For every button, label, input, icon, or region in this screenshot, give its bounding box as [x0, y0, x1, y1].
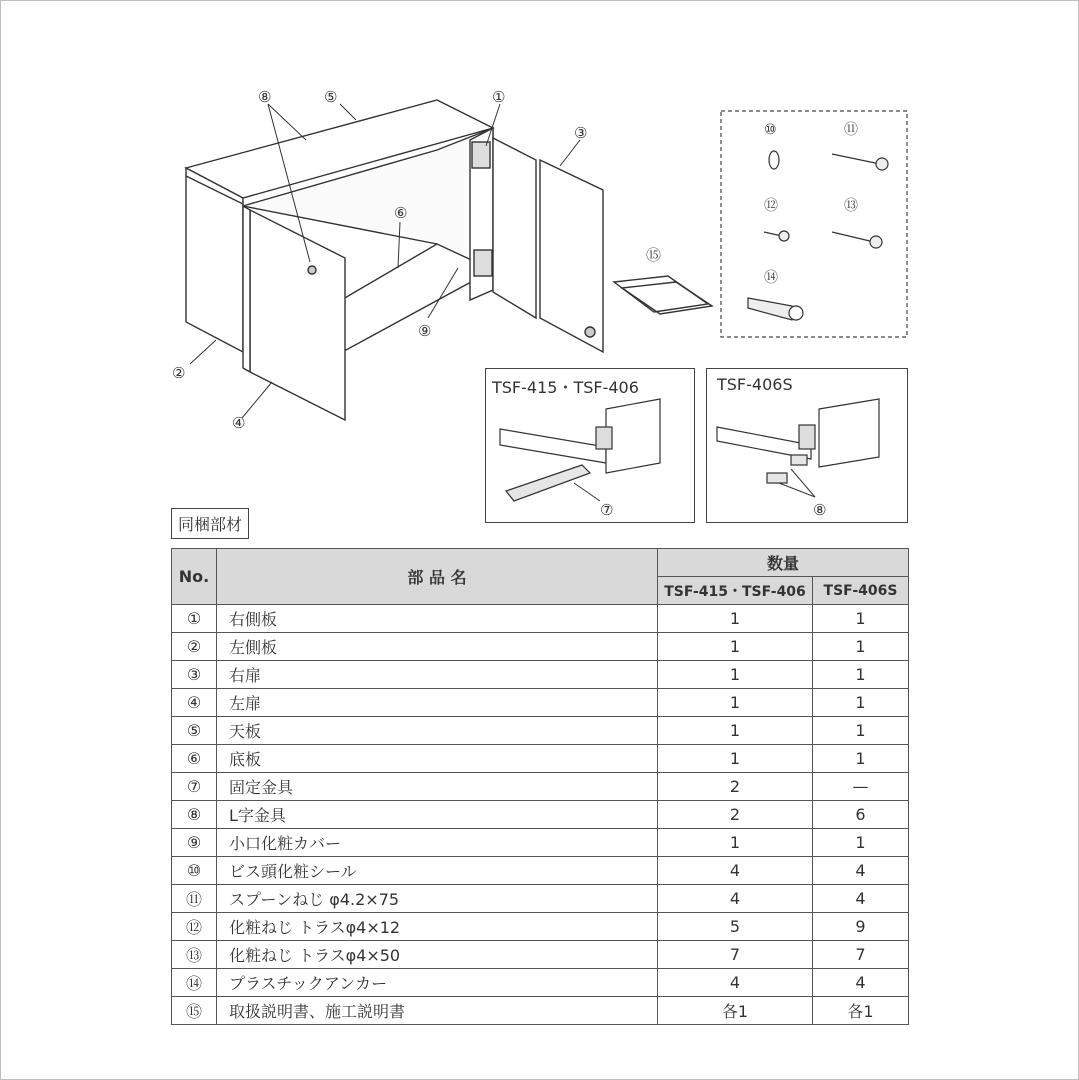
row-no: ⑧ — [172, 801, 217, 829]
row-qty-a: 5 — [658, 913, 813, 941]
row-no: ③ — [172, 661, 217, 689]
row-name: 左扉 — [217, 689, 658, 717]
row-name: 右扉 — [217, 661, 658, 689]
right-door — [493, 138, 536, 318]
table-row — [172, 661, 909, 689]
inset-left-title: TSF-415・TSF-406 — [492, 378, 639, 397]
header-name: 部 品 名 — [217, 549, 658, 605]
fixing-bracket — [506, 465, 590, 501]
row-qty-a: 1 — [658, 829, 813, 857]
row-name: プラスチックアンカー — [217, 969, 658, 997]
row-qty-b: 1 — [813, 633, 909, 661]
left-side-panel — [186, 176, 243, 352]
section-title: 同梱部材 — [171, 508, 249, 539]
row-name: スプーンねじ φ4.2×75 — [217, 885, 658, 913]
row-no: ⑬ — [172, 941, 217, 969]
row-no: ⑦ — [172, 773, 217, 801]
row-qty-a: 1 — [658, 633, 813, 661]
callout-8: ⑧ — [258, 88, 272, 106]
table-row — [172, 773, 909, 801]
row-no: ⑭ — [172, 969, 217, 997]
callout-12: ⑫ — [764, 198, 778, 214]
row-qty-b: 1 — [813, 661, 909, 689]
table-row — [172, 969, 909, 997]
row-qty-a: 1 — [658, 717, 813, 745]
row-qty-b: 1 — [813, 829, 909, 857]
row-name: 化粧ねじ トラスφ4×50 — [217, 941, 658, 969]
table-row — [172, 745, 909, 773]
row-no: ⑪ — [172, 885, 217, 913]
callout-15: ⑮ — [646, 246, 662, 264]
row-qty-a: 7 — [658, 941, 813, 969]
row-qty-b: 各1 — [813, 997, 909, 1025]
table-row — [172, 717, 909, 745]
row-name: L字金具 — [217, 801, 658, 829]
row-no: ⑨ — [172, 829, 217, 857]
row-name: 取扱説明書、施工説明書 — [217, 997, 658, 1025]
callout-11: ⑪ — [844, 122, 858, 138]
row-qty-a: 1 — [658, 661, 813, 689]
row-name: 化粧ねじ トラスφ4×12 — [217, 913, 658, 941]
row-no: ⑮ — [172, 997, 217, 1025]
callout-14: ⑭ — [764, 270, 778, 286]
row-name: 左側板 — [217, 633, 658, 661]
parts-table — [171, 548, 909, 1025]
inset-right — [706, 368, 908, 523]
row-name: 小口化粧カバー — [217, 829, 658, 857]
callout-3: ③ — [574, 124, 588, 142]
row-qty-b: 1 — [813, 717, 909, 745]
row-qty-b: 4 — [813, 857, 909, 885]
table-row — [172, 913, 909, 941]
table-row — [172, 605, 909, 633]
header-no: No. — [172, 549, 217, 605]
callout-5: ⑤ — [324, 88, 338, 106]
row-no: ② — [172, 633, 217, 661]
row-qty-a: 2 — [658, 801, 813, 829]
row-qty-b: 9 — [813, 913, 909, 941]
cap-seal — [769, 151, 779, 169]
row-name: 右側板 — [217, 605, 658, 633]
l-bracket-2 — [791, 455, 807, 465]
callout-7: ⑦ — [600, 501, 614, 519]
row-qty-a: 1 — [658, 745, 813, 773]
row-qty-a: 4 — [658, 885, 813, 913]
row-qty-b: 4 — [813, 885, 909, 913]
row-no: ⑤ — [172, 717, 217, 745]
table-row — [172, 633, 909, 661]
row-qty-a: 1 — [658, 605, 813, 633]
callout-2: ② — [172, 364, 186, 382]
header-qty: 数量 — [658, 549, 909, 577]
callout-9: ⑨ — [418, 322, 432, 340]
row-qty-a: 1 — [658, 689, 813, 717]
row-no: ④ — [172, 689, 217, 717]
table-row — [172, 941, 909, 969]
table-row — [172, 885, 909, 913]
table-row — [172, 689, 909, 717]
header-model-b: TSF-406S — [813, 577, 909, 605]
row-qty-b: 7 — [813, 941, 909, 969]
inset-right-title: TSF-406S — [717, 375, 793, 394]
table-row — [172, 857, 909, 885]
accessories-box — [720, 110, 910, 340]
row-name: ビス頭化粧シール — [217, 857, 658, 885]
callout-10: ⑩ — [764, 122, 777, 138]
plastic-anchor — [748, 298, 792, 320]
row-qty-b: 1 — [813, 605, 909, 633]
row-qty-b: 1 — [813, 745, 909, 773]
table-row — [172, 829, 909, 857]
row-name: 底板 — [217, 745, 658, 773]
row-qty-a: 各1 — [658, 997, 813, 1025]
l-bracket-1 — [767, 473, 787, 483]
long-screw — [832, 232, 874, 242]
header-model-a: TSF-415・TSF-406 — [658, 577, 813, 605]
row-name: 固定金具 — [217, 773, 658, 801]
callout-1: ① — [492, 88, 506, 106]
row-qty-a: 4 — [658, 969, 813, 997]
row-qty-b: 4 — [813, 969, 909, 997]
row-no: ① — [172, 605, 217, 633]
callout-4: ④ — [232, 414, 246, 432]
table-row — [172, 801, 909, 829]
row-no: ⑩ — [172, 857, 217, 885]
callout-8b: ⑧ — [813, 501, 827, 519]
inset-left — [485, 368, 695, 523]
callout-6: ⑥ — [394, 204, 408, 222]
spoon-screw — [832, 154, 880, 164]
table-row — [172, 997, 909, 1025]
row-qty-b: 1 — [813, 689, 909, 717]
row-qty-a: 2 — [658, 773, 813, 801]
row-no: ⑥ — [172, 745, 217, 773]
left-door — [250, 210, 345, 420]
row-qty-a: 4 — [658, 857, 813, 885]
row-name: 天板 — [217, 717, 658, 745]
row-qty-b: — — [813, 773, 909, 801]
callout-13: ⑬ — [844, 198, 858, 214]
row-qty-b: 6 — [813, 801, 909, 829]
right-door-outer — [540, 160, 603, 352]
row-no: ⑫ — [172, 913, 217, 941]
